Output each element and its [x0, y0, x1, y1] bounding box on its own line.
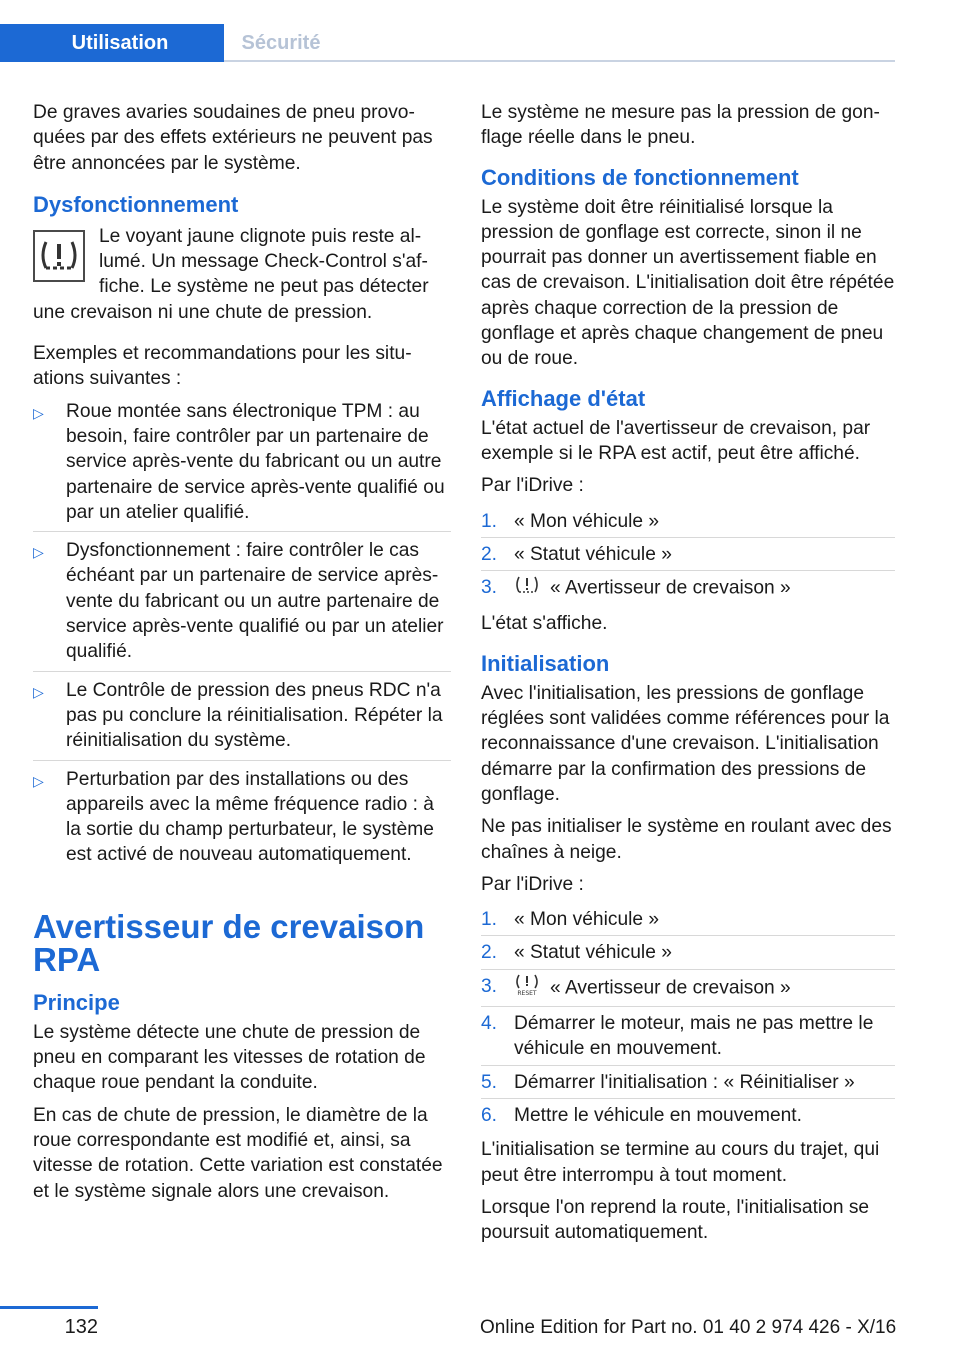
list-item: ▷ Dysfonctionnement : faire contrôler le cas échéant par un partenaire de service après-vente du fabricant ou un autre partenaire de service après-vente qualifié ou par un atelier qualifié. — [33, 538, 451, 671]
end-paragraph-1: L'initialisation se termine au cours du trajet, qui peut être interrompu à tout moment. — [481, 1139, 880, 1186]
section-affichage-title: Affichage d'état — [481, 385, 646, 411]
etat-affiche: L'état s'affiche. — [481, 613, 608, 635]
list-item: 1. « Mon véhicule » — [481, 509, 895, 538]
triangle-bullet-icon: ▷ — [33, 404, 44, 421]
header-divider — [224, 60, 895, 62]
header-tabs — [0, 24, 895, 62]
list-item: 1. « Mon véhicule » — [481, 907, 895, 936]
section-initialisation-title: Initialisation — [481, 650, 610, 676]
section-principe-title: Principe — [33, 989, 120, 1015]
par-idrive-label-2: Par l'iDrive : — [481, 873, 584, 895]
end-paragraph-2: Lorsque l'on reprend la route, l'initialisation se poursuit automatiquement. — [481, 1196, 870, 1244]
edition-footer: Online Edition for Part no. 01 40 2 974 426 - X/16 — [480, 1317, 897, 1338]
list-item: 3. RESET « Avertisseur de crevaison » — [481, 974, 895, 1007]
list-item: 5. Démarrer l'initialisation : « Réinitialiser » — [481, 1070, 895, 1099]
footer-divider — [0, 1306, 98, 1309]
list-item: ▷ Le Contrôle de pression des pneus RDC n'a pas pu conclure la réinitialisation. Répéter la réinitialisation du système. — [33, 678, 451, 761]
dysfonctionnement-block — [33, 224, 451, 325]
list-item: ▷ Perturbation par des installations ou des appareils avec la même fréquence radio : à la sortie du champ perturbateur, le système est activé de nouveau automatiquement. — [33, 768, 434, 866]
list-item: ▷ Roue montée sans électronique TPM : au besoin, faire contrôler par un partenaire de service après-vente du fabricant ou un autre partenaire de service après-vente qualifié ou par un atelier qualifié. — [33, 399, 451, 532]
triangle-bullet-icon: ▷ — [33, 544, 44, 561]
affichage-steps — [481, 509, 895, 606]
examples-list — [33, 399, 451, 874]
initialisation-warning: Ne pas initialiser le système en roulant avec des chaînes à neige. — [481, 816, 892, 863]
tire-pressure-warning-icon — [33, 230, 85, 282]
left-column — [33, 100, 451, 1211]
section-rpa-title: Avertisseur de crevaison RPA — [33, 907, 425, 978]
dysfonctionnement-text: Le voyant jaune clignote puis reste allumé. Un message Check-Control s'affiche. Le système ne peut pas détecter une crevaison ni une chute de pression. — [33, 225, 429, 323]
principe-paragraph-2: En cas de chute de pression, le diamètre de la roue correspondante est modifié et, ainsi, sa vitesse de rotation. Cette variation est constatée et le système signale alors une crevaison. — [33, 1104, 443, 1202]
list-item: 2. « Statut véhicule » — [481, 940, 895, 969]
tire-reset-icon — [514, 974, 540, 1003]
intro-paragraph: De graves avaries soudaines de pneu provoquées par des effets extérieurs ne peuvent pas être annoncées par le système. — [33, 102, 433, 174]
pressure-note: Le système ne mesure pas la pression de gonflage réelle dans le pneu. — [481, 102, 880, 149]
par-idrive-label-1: Par l'iDrive : — [481, 475, 584, 497]
list-item: 4. Démarrer le moteur, mais ne pas mettre le véhicule en mouvement. — [481, 1011, 895, 1066]
section-conditions-title: Conditions de fonctionnement — [481, 164, 799, 190]
list-item: 3. « Avertisseur de crevaison » — [481, 575, 895, 605]
page-number: 132 — [64, 1316, 98, 1338]
svg-text:RESET: RESET — [517, 989, 537, 996]
triangle-bullet-icon: ▷ — [33, 772, 44, 789]
list-item: 2. « Statut véhicule » — [481, 542, 895, 571]
initialisation-steps — [481, 907, 895, 1131]
right-column — [481, 100, 895, 1252]
principe-paragraph-1: Le système détecte une chute de pression de pneu en comparant les vitesses de rotation de chaque roue pendant la conduite. — [33, 1021, 426, 1094]
tab-securite[interactable]: Sécurité — [241, 31, 321, 54]
triangle-bullet-icon: ▷ — [33, 683, 44, 700]
section-dysfonctionnement-title: Dysfonctionnement — [33, 191, 239, 217]
tab-utilisation[interactable]: Utilisation — [0, 24, 224, 62]
list-item: 6. Mettre le véhicule en mouvement. — [481, 1104, 802, 1126]
conditions-text: Le système doit être réinitialisé lorsque la pression de gonflage est correcte, sinon il ne pourrait pas donner un avertissement fiable en cas de crevaison. L'initialisation doit être répétée après chaque correction de la pression de gonflage et après chaque changement de pneu ou de roue. — [481, 196, 895, 370]
examples-intro: Exemples et recommandations pour les situations suivantes : — [33, 343, 412, 390]
initialisation-text: Avec l'initialisation, les pressions de gonflage réglées sont validées comme références pour la reconnaissance d'une crevaison. L'initialisation démarre par la confirmation des pressions de gonflage. — [481, 682, 890, 805]
affichage-text: L'état actuel de l'avertisseur de crevaison, par exemple si le RPA est actif, peut être affiché. — [481, 417, 871, 464]
tire-warning-icon — [514, 575, 540, 602]
